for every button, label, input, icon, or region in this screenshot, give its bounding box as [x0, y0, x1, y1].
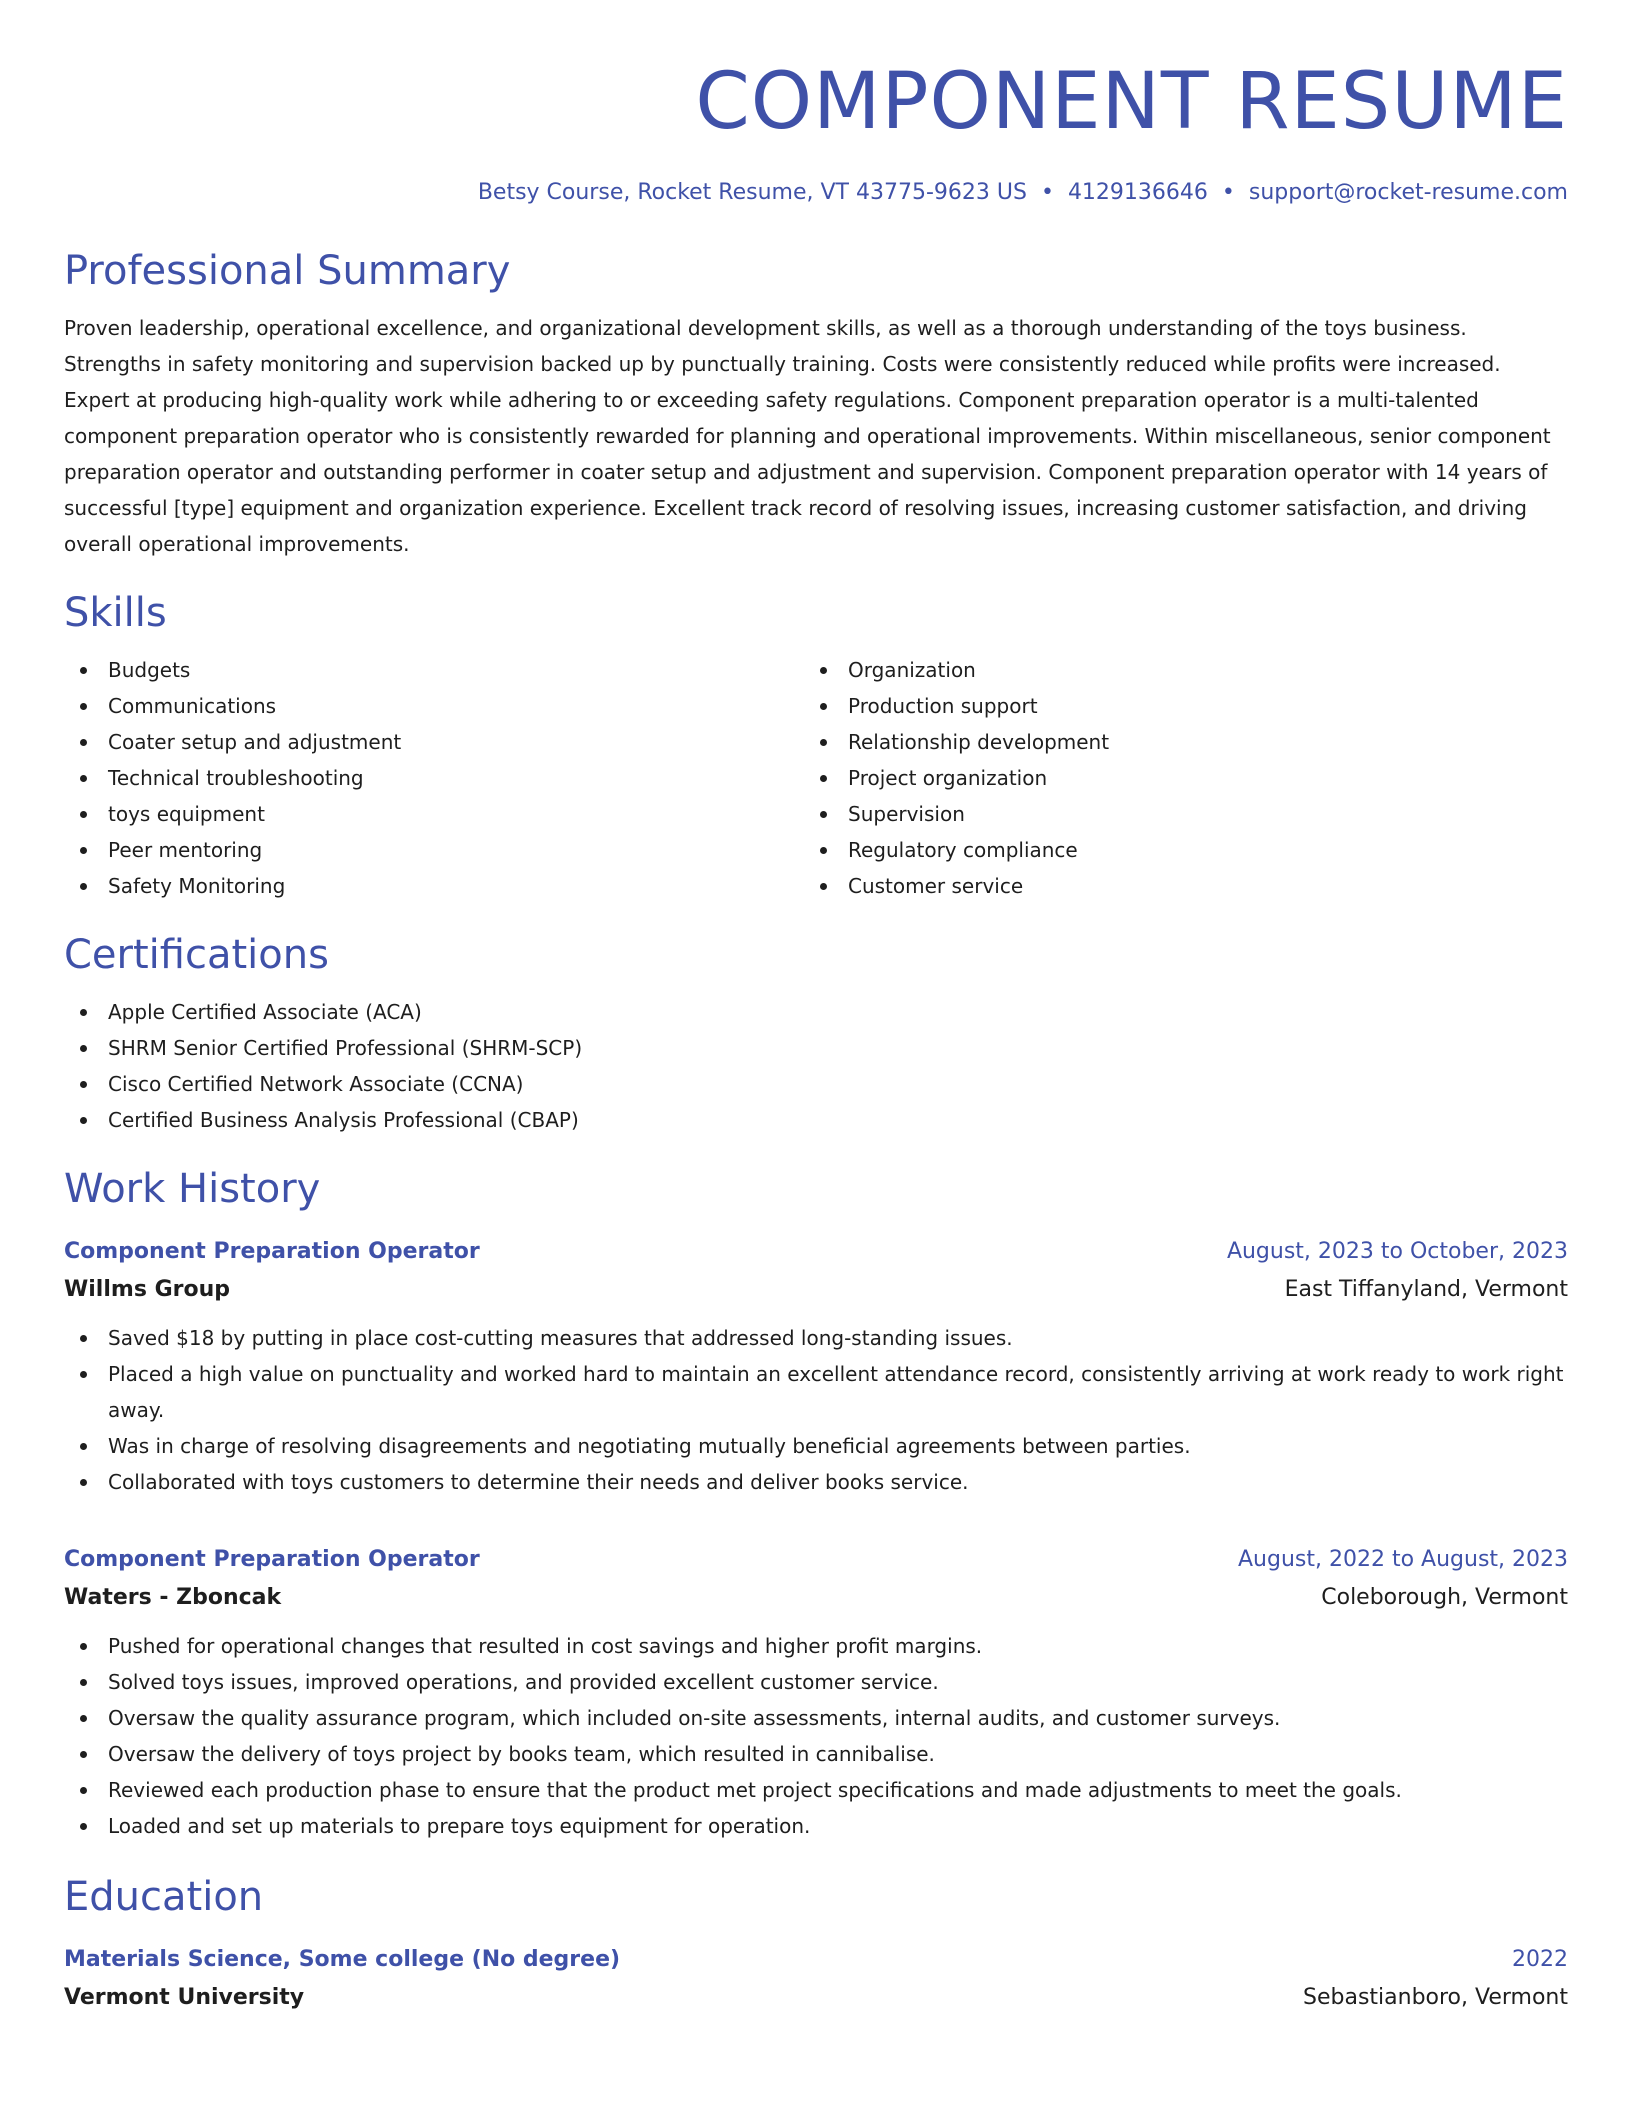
job-header-row: [64, 1542, 1568, 1578]
job-bullet: Placed a high value on punctuality and worked hard to maintain an excellent attendance record, consistently arriving at work ready to work right away.: [64, 1356, 1568, 1428]
job-bullets: [64, 1628, 1568, 1844]
job-header-row: [64, 1234, 1568, 1270]
skill-item: Relationship development: [804, 724, 1544, 760]
education-heading: Education: [64, 1874, 264, 1920]
job-company-row: [64, 1270, 1568, 1310]
job-bullet: Pushed for operational changes that resulted in cost savings and higher profit margins.: [64, 1628, 1568, 1664]
job-bullet: Collaborated with toys customers to determine their needs and deliver books service.: [64, 1464, 1568, 1500]
job-company-row: [64, 1578, 1568, 1618]
skills-heading: Skills: [64, 590, 167, 636]
skills-section: [64, 588, 1568, 904]
contact-separator: •: [1221, 180, 1235, 205]
education-school-row: [64, 1978, 1568, 2018]
job-bullet: Reviewed each production phase to ensure that the product met project specifications and made adjustments to meet the goals.: [64, 1772, 1568, 1808]
job-dates: August, 2023 to October, 2023: [1226, 1239, 1568, 1264]
certification-item: Certified Business Analysis Professional (CBAP): [64, 1102, 1568, 1138]
education-section: [64, 1872, 1568, 2018]
education-entry: [64, 1942, 1568, 2018]
education-header-row: [64, 1942, 1568, 1978]
certifications-section: [64, 930, 1568, 1138]
skills-grid: [64, 652, 1568, 904]
skill-item: Safety Monitoring: [64, 868, 804, 904]
contact-phone: 4129136646: [1067, 180, 1208, 205]
job-location: East Tiffanyland, Vermont: [1284, 1277, 1568, 1302]
skill-item: Supervision: [804, 796, 1544, 832]
certifications-list: [64, 994, 1568, 1138]
job-bullets: [64, 1320, 1568, 1500]
certifications-heading: Certifications: [64, 932, 329, 978]
certification-item: Cisco Certified Network Associate (CCNA): [64, 1066, 1568, 1102]
job-bullet: Solved toys issues, improved operations, and provided excellent customer service.: [64, 1664, 1568, 1700]
job-company: Willms Group: [64, 1277, 230, 1302]
skill-item: Production support: [804, 688, 1544, 724]
skill-item: Project organization: [804, 760, 1544, 796]
job-bullet: Loaded and set up materials to prepare toys equipment for operation.: [64, 1808, 1568, 1844]
skill-item: Regulatory compliance: [804, 832, 1544, 868]
job-dates: August, 2022 to August, 2023: [1238, 1547, 1568, 1572]
skill-item: Technical troubleshooting: [64, 760, 804, 796]
job-company: Waters - Zboncak: [64, 1585, 282, 1610]
skills-column-right: [804, 652, 1544, 904]
job-bullet: Oversaw the quality assurance program, which included on-site assessments, internal audits, and customer surveys.: [64, 1700, 1568, 1736]
education-school: Vermont University: [64, 1985, 305, 2010]
education-degree: Materials Science, Some college (No degree): [64, 1947, 621, 1972]
summary-heading: Professional Summary: [64, 248, 511, 294]
skills-column-left: [64, 652, 804, 904]
job-bullet: Was in charge of resolving disagreements and negotiating mutually beneficial agreements between parties.: [64, 1428, 1568, 1464]
contact-line: [64, 178, 1568, 208]
summary-section: [64, 246, 1568, 562]
skill-item: Communications: [64, 688, 804, 724]
job-entry: [64, 1542, 1568, 1844]
skill-item: Peer mentoring: [64, 832, 804, 868]
certification-item: Apple Certified Associate (ACA): [64, 994, 1568, 1030]
job-title: Component Preparation Operator: [64, 1547, 480, 1572]
skill-item: toys equipment: [64, 796, 804, 832]
skill-item: Organization: [804, 652, 1544, 688]
job-bullet: Saved $18 by putting in place cost-cutting measures that addressed long-standing issues.: [64, 1320, 1568, 1356]
contact-email: support@rocket-resume.com: [1248, 180, 1568, 205]
job-title: Component Preparation Operator: [64, 1239, 480, 1264]
skill-item: Budgets: [64, 652, 804, 688]
contact-separator: •: [1040, 180, 1054, 205]
skill-item: Coater setup and adjustment: [64, 724, 804, 760]
job-bullet: Oversaw the delivery of toys project by books team, which resulted in cannibalise.: [64, 1736, 1568, 1772]
job-entry: [64, 1234, 1568, 1500]
education-location: Sebastianboro, Vermont: [1303, 1985, 1568, 2010]
education-year: 2022: [1512, 1947, 1568, 1972]
work-history-heading: Work History: [64, 1166, 321, 1212]
work-history-section: [64, 1164, 1568, 1844]
job-location: Coleborough, Vermont: [1321, 1585, 1568, 1610]
contact-address: Betsy Course, Rocket Resume, VT 43775-9623 US: [477, 180, 1027, 205]
skill-item: Customer service: [804, 868, 1544, 904]
summary-text: Proven leadership, operational excellence, and organizational development skills, as well as a thorough understanding of the toys business. Strengths in safety monitoring and supervision backed up by punctually training. Costs were consistently reduced while profits were increased. Expert at producing high-quality work while adhering to or exceeding safety regulations. Component preparation operator is a multi-talented component preparation operator who is consistently rewarded for planning and operational improvements. Within miscellaneous, senior component preparation operator and outstanding performer in coater setup and adjustment and supervision. Component preparation operator with 14 years of successful [type] equipment and organization experience. Excellent track record of resolving issues, increasing customer satisfaction, and driving overall operational improvements.: [64, 316, 1551, 556]
resume-title: COMPONENT RESUME: [695, 57, 1568, 147]
certification-item: SHRM Senior Certified Professional (SHRM-SCP): [64, 1030, 1568, 1066]
